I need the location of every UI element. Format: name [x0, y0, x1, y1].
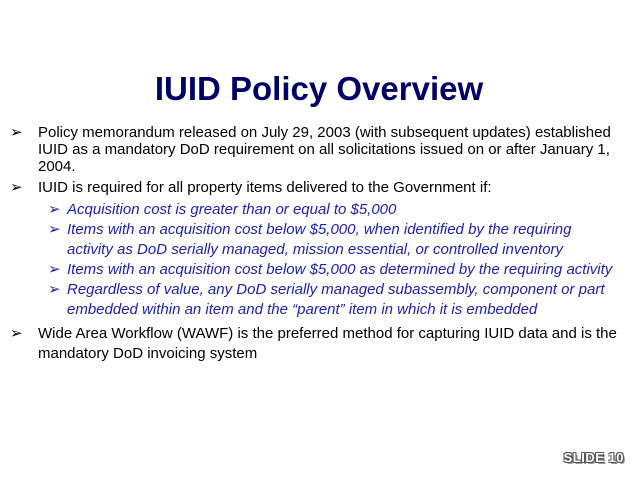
sub-bullet-acquisition-cost: [0, 200, 638, 220]
arrow-bullet-icon: ➢: [48, 221, 61, 238]
sub-bullet-text: Items with an acquisition cost below $5,000 as determined by the requiring activity: [67, 261, 613, 278]
arrow-bullet-icon: ➢: [10, 179, 23, 196]
arrow-bullet-icon: ➢: [48, 201, 61, 218]
sub-bullet-serially-managed: [0, 220, 638, 260]
arrow-bullet-icon: ➢: [48, 281, 61, 298]
arrow-bullet-icon: ➢: [48, 261, 61, 278]
sub-bullet-requiring-activity: [0, 260, 638, 280]
bullet-text: IUID is required for all property items delivered to the Government if:: [38, 179, 492, 196]
sub-bullet-text: Items with an acquisition cost below $5,000, when identified by the requiring activity as DoD serially managed, mission essential, or controlled inventory: [67, 221, 572, 258]
bullet-text: Policy memorandum released on July 29, 2003 (with subsequent updates) established IUID as a mandatory DoD requirement on all solicitations issued on or after January 1, 2004.: [38, 124, 611, 175]
bullet-list: [0, 124, 638, 364]
bullet-text: Wide Area Workflow (WAWF) is the preferred method for capturing IUID data and is the mandatory DoD invoicing system: [38, 325, 617, 362]
sub-bullet-regardless-of-value: [0, 280, 638, 320]
bullet-policy-memorandum: [0, 124, 638, 175]
bullet-iuid-required: [0, 179, 638, 196]
sub-bullet-text: Acquisition cost is greater than or equal to $5,000: [67, 201, 397, 218]
slide-title: IUID Policy Overview: [154, 70, 484, 107]
sub-bullet-text: Regardless of value, any DoD serially managed subassembly, component or part embedded within an item and the “parent” item in which it is embedded: [67, 281, 605, 318]
slide-number: SLIDE 10: [563, 450, 624, 465]
arrow-bullet-icon: ➢: [10, 325, 23, 342]
arrow-bullet-icon: ➢: [10, 124, 23, 141]
bullet-wawf: [0, 324, 638, 364]
